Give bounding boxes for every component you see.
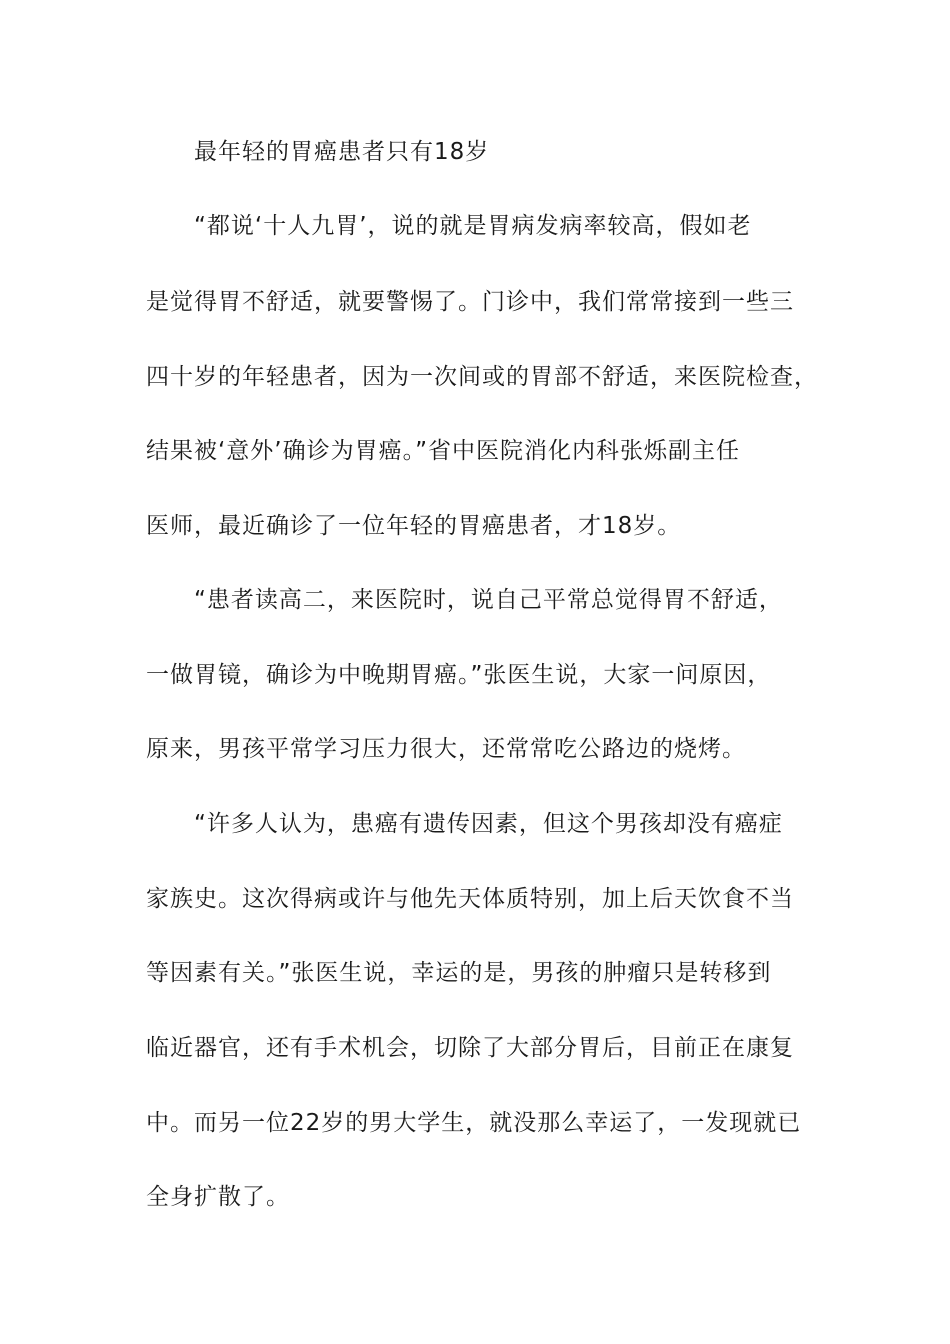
- text-line: 四十岁的年轻患者，因为一次间或的胃部不舒适，来医院检查，: [146, 364, 818, 390]
- text-line: 结果被‘意外’确诊为胃癌。”省中医院消化内科张烁副主任: [146, 438, 741, 464]
- text-line: 家族史。这次得病或许与他先天体质特别，加上后天饮食不当: [146, 886, 794, 912]
- text-line: 临近器官，还有手术机会，切除了大部分胃后，目前正在康复: [146, 1035, 794, 1061]
- text-line: “都说‘十人九胃’，说的就是胃病发病率较高，假如老: [194, 213, 752, 239]
- text-line: 医师，最近确诊了一位年轻的胃癌患者，才18岁。: [146, 513, 682, 539]
- text-line: 中。而另一位22岁的男大学生，就没那么幸运了，一发现就已: [146, 1110, 802, 1136]
- text-line: 是觉得胃不舒适，就要警惕了。门诊中，我们常常接到一些三: [146, 289, 794, 315]
- text-line: 等因素有关。”张医生说，幸运的是，男孩的肿瘤只是转移到: [146, 960, 772, 986]
- text-line: “患者读高二，来医院时，说自己平常总觉得胃不舒适，: [194, 587, 783, 613]
- heading-line: 最年轻的胃癌患者只有18岁: [194, 139, 490, 165]
- text-line: 原来，男孩平常学习压力很大，还常常吃公路边的烧烤。: [146, 736, 746, 762]
- text-line: 一做胃镜，确诊为中晚期胃癌。”张医生说，大家一问原因，: [146, 662, 772, 688]
- text-line: 全身扩散了。: [146, 1184, 290, 1210]
- text-line: “许多人认为，患癌有遗传因素，但这个男孩却没有癌症: [194, 811, 783, 837]
